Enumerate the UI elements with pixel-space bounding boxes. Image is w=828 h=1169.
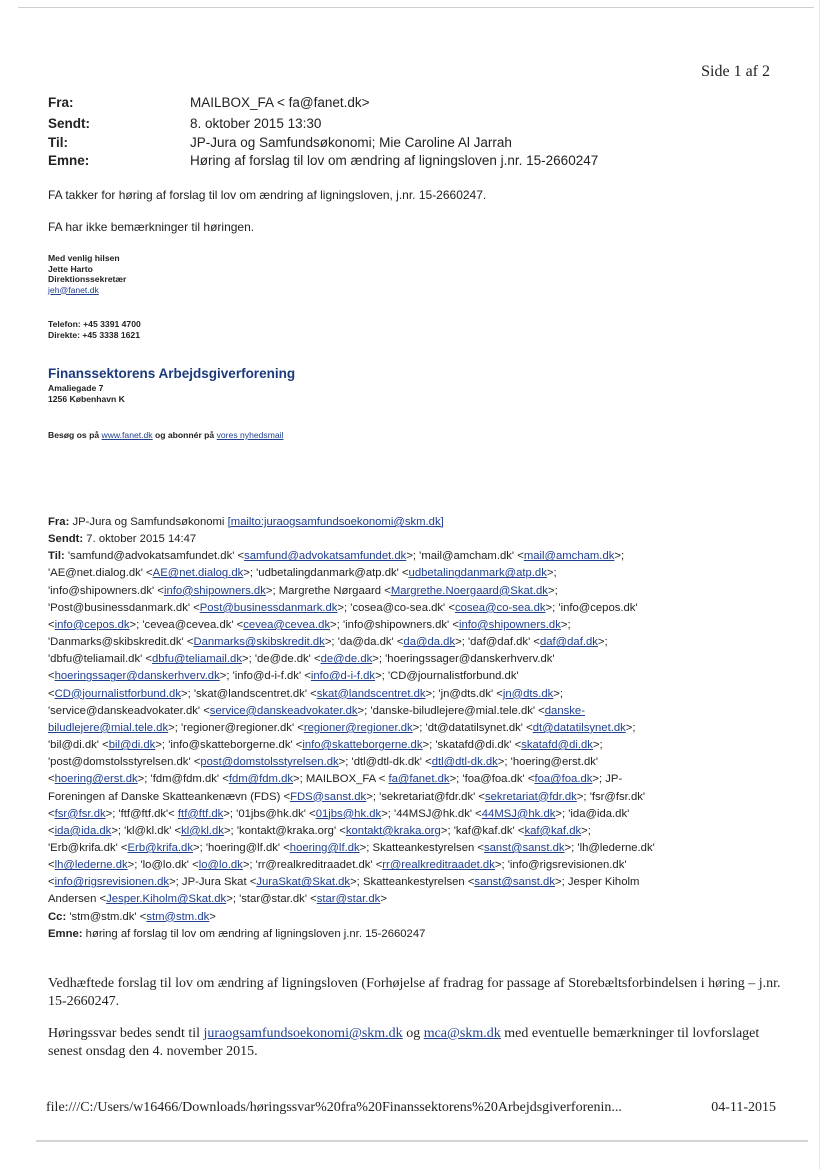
recipient-text: >; 'foa@foa.dk' < <box>449 773 535 786</box>
page-bottom-border <box>36 1140 808 1142</box>
print-footer <box>46 1100 776 1116</box>
to-recipient-line <box>48 617 788 634</box>
para2-prefix: Høringssvar bedes sendt til <box>48 1026 201 1041</box>
recipient-email-link[interactable]: fsr@fsr.dk <box>54 807 106 820</box>
recipient-email-link[interactable]: jn@dts.dk <box>502 687 554 700</box>
recipient-email-link[interactable]: star@star.dk <box>316 893 381 906</box>
recipient-email-link[interactable]: Jesper.Kiholm@Skat.dk <box>106 893 227 906</box>
recipient-email-link[interactable]: Erb@krifa.dk <box>127 841 193 854</box>
para2-suffix: med eventuelle bemærkninger til lovforslaget senest onsdag den 4. november 2015. <box>48 1026 760 1059</box>
recipient-text: >; 'dt@datatilsynet.dk' < <box>412 721 533 734</box>
newsletter-link[interactable]: vores nyhedsmail <box>216 430 284 440</box>
forwarded-sent-line <box>48 531 788 548</box>
body-line-1: FA takker for høring af forslag til lov om ændring af ligningsloven, j.nr. 15-2660247. <box>48 188 487 202</box>
para2-middle: og <box>406 1026 421 1041</box>
forwarded-sent-label: Sendt: <box>48 533 84 546</box>
message-paragraph-2 <box>48 1025 788 1061</box>
recipient-text: >; 'info@rigsrevisionen.dk' <box>494 859 627 872</box>
footer-file-path: file:///C:/Users/w16466/Downloads/høringssvar%20fra%20Finanssektorens%20Arbejdsgiverforenin... <box>46 1100 622 1115</box>
recipient-email-link[interactable]: cosea@co-sea.dk <box>454 601 546 614</box>
footer-date: 04-11-2015 <box>711 1100 776 1115</box>
to-recipient-line <box>48 565 788 582</box>
recipient-text: 'bil@di.dk' < <box>48 739 109 752</box>
recipient-text: >; 'star@star.dk' < <box>226 893 317 906</box>
to-recipient-line <box>48 857 788 874</box>
to-recipient-line <box>48 668 788 685</box>
recipient-text: >; 'ida@ida.dk' <box>555 807 630 820</box>
recipient-text: >; Jesper Kiholm <box>554 876 640 889</box>
page-top-border <box>18 7 814 8</box>
to-recipient-line <box>48 703 788 720</box>
recipient-email-link[interactable]: dbfu@teliamail.dk <box>152 653 242 666</box>
recipient-text: < <box>48 687 55 700</box>
sent-value: 8. oktober 2015 13:30 <box>190 116 322 131</box>
recipient-email-link[interactable]: mail@amcham.dk <box>523 550 615 563</box>
recipient-text: 'Erb@krifa.dk' < <box>48 841 128 854</box>
recipient-email-link[interactable]: skat@landscentret.dk <box>316 687 426 700</box>
recipient-text: >; 'info@d-i-f.dk' < <box>219 670 311 683</box>
recipient-text: >; <box>592 739 603 752</box>
recipient-text: >; 'rr@realkreditraadet.dk' < <box>242 859 383 872</box>
recipient-text: >; '44MSJ@hk.dk' < <box>381 807 482 820</box>
recipient-text: >; 'udbetalingdanmark@atp.dk' < <box>243 567 409 580</box>
to-recipient-line <box>48 651 788 668</box>
forwarded-from-value: JP-Jura og Samfundsøkonomi <box>72 516 225 528</box>
recipient-email-link[interactable]: CD@journalistforbund.dk <box>54 687 181 700</box>
page-number: Side 1 af 2 <box>701 63 770 80</box>
recipient-text: 'Danmarks@skibskredit.dk' < <box>48 636 194 649</box>
signature-block <box>48 253 126 295</box>
to-recipient-line <box>48 634 788 651</box>
recipient-text: >; 'kl@kl.dk' < <box>111 824 182 837</box>
recipient-text: >; 'info@cepos.dk' <box>545 601 638 614</box>
forwarded-to-label: Til: <box>48 550 65 563</box>
forwarded-message <box>48 514 788 943</box>
recipient-email-link[interactable]: skatafd@di.dk <box>521 739 593 752</box>
mca-email-link[interactable]: mca@skm.dk <box>423 1026 501 1041</box>
recipient-text: >; 'dtl@dtl-dk.dk' < <box>338 756 432 769</box>
page-right-border <box>819 0 820 1169</box>
to-recipient-line <box>48 789 788 806</box>
recipient-email-link[interactable]: Margrethe.Noergaard@Skat.dk <box>390 584 548 597</box>
signature-name: Jette Harto <box>48 263 93 274</box>
recipient-text: >; MAILBOX_FA < <box>293 773 389 786</box>
from-value: MAILBOX_FA < fa@fanet.dk> <box>190 95 370 110</box>
recipient-email-link[interactable]: bil@di.dk <box>108 739 156 752</box>
recipient-text: >; 'jn@dts.dk' < <box>425 687 503 700</box>
recipient-text: > <box>380 893 387 906</box>
recipient-email-link[interactable]: info@shipowners.dk <box>458 618 561 631</box>
recipient-text: >; Skatteankestyrelsen < <box>359 841 484 854</box>
recipient-email-link[interactable]: dt@datatilsynet.dk <box>532 721 626 734</box>
recipient-text: < <box>48 876 55 889</box>
recipient-text: >; 'info@skatteborgerne.dk' < <box>155 739 303 752</box>
recipient-email-link[interactable]: fdm@fdm.dk <box>228 773 294 786</box>
from-label: Fra: <box>48 95 74 110</box>
recipient-email-link[interactable]: kl@kl.dk <box>181 824 224 837</box>
recipient-text: >; 'danske-biludlejere@mial.tele.dk' < <box>357 704 545 717</box>
recipient-text: >; 'lo@lo.dk' < <box>127 859 199 872</box>
to-recipient-line <box>48 686 788 703</box>
recipient-text: >; <box>625 721 636 734</box>
recipient-text: < <box>48 670 55 683</box>
recipient-text: 'AE@net.dialog.dk' < <box>48 567 153 580</box>
recipient-email-link[interactable]: 01jbs@hk.dk <box>315 807 382 820</box>
recipient-email-link[interactable]: info@cepos.dk <box>54 618 130 631</box>
recipient-email-link[interactable]: fa@fanet.dk <box>388 773 450 786</box>
signature-direct-phone: Direkte: +45 3338 1621 <box>48 329 140 340</box>
recipient-email-link[interactable]: Post@businessdanmark.dk <box>199 601 338 614</box>
recipient-email-link[interactable]: hoeringssager@danskerhverv.dk <box>54 670 220 683</box>
recipient-email-link[interactable]: de@de.dk <box>320 653 373 666</box>
signature-email-link[interactable]: jeh@fanet.dk <box>48 284 99 295</box>
recipient-text: 'post@domstolsstyrelsen.dk' < <box>48 756 201 769</box>
recipient-text: >; 'hoering@lf.dk' < <box>192 841 290 854</box>
recipient-text: >; 'CD@journalistforbund.dk' <box>375 670 519 683</box>
to-recipient-line <box>48 874 788 891</box>
recipient-text: 'Post@businessdanmark.dk' < <box>48 601 200 614</box>
body-line-2: FA har ikke bemærkninger til høringen. <box>48 220 255 234</box>
recipient-text: >; 'lh@lederne.dk' <box>564 841 655 854</box>
recipient-text: >; 'fsr@fsr.dk' <box>576 790 646 803</box>
recipient-text: >; 'da@da.dk' < <box>324 636 404 649</box>
recipient-text: >; 'cevea@cevea.dk' < <box>129 618 244 631</box>
recipient-text: 'service@danskeadvokater.dk' < <box>48 704 210 717</box>
recipient-email-link[interactable]: JuraSkat@Skat.dk <box>256 876 351 889</box>
recipient-email-link[interactable]: sanst@sanst.dk <box>474 876 555 889</box>
recipient-text: >; 'hoering@erst.dk' <box>497 756 599 769</box>
recipient-text: < <box>48 773 55 786</box>
to-recipient-line <box>48 720 788 737</box>
recipient-email-link[interactable]: regioner@regioner.dk <box>303 721 413 734</box>
forwarded-from-mailto-link[interactable]: [mailto:juraogsamfundsoekonomi@skm.dk] <box>227 516 444 528</box>
recipient-text: >; 'kontakt@kraka.org' < <box>223 824 346 837</box>
forwarded-from-label: Fra: <box>48 516 70 528</box>
recipient-text: 'samfund@advokatsamfundet.dk' < <box>67 550 245 563</box>
recipient-email-link[interactable]: sanst@sanst.dk <box>484 841 565 854</box>
signature-phone: Telefon: +45 3391 4700 <box>48 319 141 329</box>
recipient-text: 'info@shipowners.dk' < <box>48 584 164 597</box>
recipient-email-link[interactable]: samfund@advokatsamfundet.dk <box>244 550 407 563</box>
subject-label: Emne: <box>48 153 90 168</box>
visit-line <box>48 430 283 441</box>
to-value: JP-Jura og Samfundsøkonomi; Mie Caroline Al Jarrah <box>190 135 512 150</box>
recipient-text: >; <box>581 824 591 837</box>
recipient-email-link[interactable]: kontakt@kraka.org <box>345 824 441 837</box>
to-recipient-line <box>48 548 788 565</box>
forwarded-cc-prefix: 'stm@stm.dk' < <box>69 910 147 923</box>
recipient-text: < <box>48 824 55 837</box>
signature-greeting: Med venlig hilsen <box>48 253 120 263</box>
forwarded-subject-line <box>48 926 788 943</box>
message-paragraph-1: Vedhæftede forslag til lov om ændring af ligningsloven (Forhøjelse af fradrag for passage af Storebæltsforbindelsen i høring – j.nr. 15-2660247. <box>48 976 781 1009</box>
recipient-email-link[interactable]: Danmarks@skibskredit.dk <box>193 636 325 649</box>
recipient-text: >; 'kaf@kaf.dk' < <box>440 824 525 837</box>
recipient-text: >; <box>614 550 625 563</box>
recipient-email-link[interactable]: AE@net.dialog.dk <box>152 567 244 580</box>
recipient-text: >; 'cosea@co-sea.dk' < <box>337 601 455 614</box>
recipient-email-link[interactable]: info@shipowners.dk <box>163 584 266 597</box>
to-recipient-line <box>48 806 788 823</box>
forwarded-cc-line <box>48 909 788 926</box>
recipient-email-link[interactable]: info@rigsrevisionen.dk <box>54 876 170 889</box>
company-city: 1256 København K <box>48 393 125 404</box>
recipient-text: >; 'sekretariat@fdr.dk' < <box>366 790 485 803</box>
recipient-email-link[interactable]: FDS@sanst.dk <box>290 790 367 803</box>
recipient-text: >; '01jbs@hk.dk' < <box>223 807 316 820</box>
to-recipient-line <box>48 583 788 600</box>
to-recipient-line <box>48 754 788 771</box>
recipient-email-link[interactable]: kaf@kaf.dk <box>524 824 582 837</box>
recipient-text: >; 'fdm@fdm.dk' < <box>137 773 229 786</box>
recipient-email-link[interactable]: sekretariat@fdr.dk <box>484 790 577 803</box>
to-recipient-line <box>48 737 788 754</box>
to-recipient-line <box>48 891 788 908</box>
recipient-email-link[interactable]: lh@lederne.dk <box>54 859 128 872</box>
recipient-email-link[interactable]: daf@daf.dk <box>539 636 598 649</box>
recipient-email-link[interactable]: info@d-i-f.dk <box>310 670 376 683</box>
recipient-text: < <box>48 807 55 820</box>
to-label: Til: <box>48 135 68 150</box>
recipient-email-link[interactable]: info@skatteborgerne.dk <box>302 739 423 752</box>
to-recipient-line <box>48 823 788 840</box>
recipient-text: >; 'de@de.dk' < <box>241 653 321 666</box>
signature-phones <box>48 319 141 340</box>
signature-title: Direktionssekretær <box>48 274 127 284</box>
to-recipient-line <box>48 600 788 617</box>
forwarded-sent-value: 7. oktober 2015 14:47 <box>86 533 197 546</box>
recipient-text: >; Margrethe Nørgaard < <box>265 584 391 597</box>
to-recipient-line <box>48 840 788 857</box>
recipient-text: >; <box>547 584 558 597</box>
juraogsamfundsoekonomi-email-link[interactable]: juraogsamfundsoekonomi@skm.dk <box>203 1026 403 1041</box>
recipient-text: < <box>48 618 55 631</box>
recipient-text: 'dbfu@teliamail.dk' < <box>48 653 153 666</box>
forwarded-subject-value: høring af forslag til lov om ændring af ligningsloven j.nr. 15-2660247 <box>85 927 426 940</box>
recipient-text: >; <box>560 618 571 631</box>
recipient-email-link[interactable]: cevea@cevea.dk <box>243 618 331 631</box>
recipient-email-link[interactable]: danske- <box>544 704 585 717</box>
recipient-email-link[interactable]: hoering@lf.dk <box>289 841 360 854</box>
recipient-email-link[interactable]: udbetalingdanmark@atp.dk <box>408 567 547 580</box>
recipient-email-link[interactable]: lo@lo.dk <box>198 859 243 872</box>
recipient-text: >; 'info@shipowners.dk' < <box>330 618 459 631</box>
subject-value: Høring af forslag til lov om ændring af ligningsloven j.nr. 15-2660247 <box>190 153 599 168</box>
recipient-email-link[interactable]: hoering@erst.dk <box>54 773 138 786</box>
recipient-email-link[interactable]: service@danskeadvokater.dk <box>209 704 358 717</box>
recipient-email-link[interactable]: post@domstolsstyrelsen.dk <box>200 756 339 769</box>
recipient-text: >; 'hoeringssager@danskerhverv.dk' <box>372 653 555 666</box>
company-address <box>48 383 125 404</box>
recipient-text: Andersen < <box>48 893 107 906</box>
forwarded-cc-link[interactable]: stm@stm.dk <box>146 910 210 923</box>
recipient-text: >; <box>597 636 608 649</box>
recipient-email-link[interactable]: 44MSJ@hk.dk <box>481 807 556 820</box>
forwarded-to-recipients <box>48 548 788 908</box>
recipient-text: Foreningen af Danske Skatteankenævn (FDS) < <box>48 790 291 803</box>
recipient-text: >; 'skatafd@di.dk' < <box>422 739 522 752</box>
recipient-text: >; 'ftf@ftf.dk'< <box>105 807 178 820</box>
to-recipient-line <box>48 771 788 788</box>
forwarded-cc-label: Cc: <box>48 910 67 923</box>
recipient-email-link[interactable]: foa@foa.dk <box>534 773 593 786</box>
forwarded-cc-suffix: > <box>209 910 216 923</box>
recipient-email-link[interactable]: rr@realkreditraadet.dk <box>382 859 495 872</box>
sent-label: Sendt: <box>48 116 90 131</box>
recipient-text: >; <box>546 567 557 580</box>
company-street: Amaliegade 7 <box>48 383 104 393</box>
website-link[interactable]: www.fanet.dk <box>101 430 153 440</box>
recipient-email-link[interactable]: dtl@dtl-dk.dk <box>431 756 498 769</box>
recipient-text: >; 'daf@daf.dk' < <box>455 636 540 649</box>
visit-middle: og abonnér på <box>155 430 215 440</box>
recipient-email-link[interactable]: ida@ida.dk <box>54 824 112 837</box>
recipient-text: < <box>48 859 55 872</box>
recipient-email-link[interactable]: ftf@ftf.dk <box>177 807 224 820</box>
recipient-text: >; 'skat@landscentret.dk' < <box>181 687 317 700</box>
recipient-email-link[interactable]: biludlejere@mial.tele.dk <box>48 721 169 734</box>
company-name: Finanssektorens Arbejdsgiverforening <box>48 366 296 381</box>
recipient-text: >; Skatteankestyrelsen < <box>350 876 475 889</box>
visit-prefix: Besøg os på <box>48 430 100 440</box>
recipient-text: >; JP- <box>592 773 623 786</box>
recipient-text: >; <box>553 687 564 700</box>
recipient-email-link[interactable]: da@da.dk <box>403 636 456 649</box>
recipient-text: >; 'mail@amcham.dk' < <box>406 550 524 563</box>
recipient-text: >; JP-Jura Skat < <box>169 876 257 889</box>
recipient-text: >; 'regioner@regioner.dk' < <box>168 721 304 734</box>
forwarded-from-line <box>48 514 788 531</box>
forwarded-subject-label: Emne: <box>48 927 83 940</box>
